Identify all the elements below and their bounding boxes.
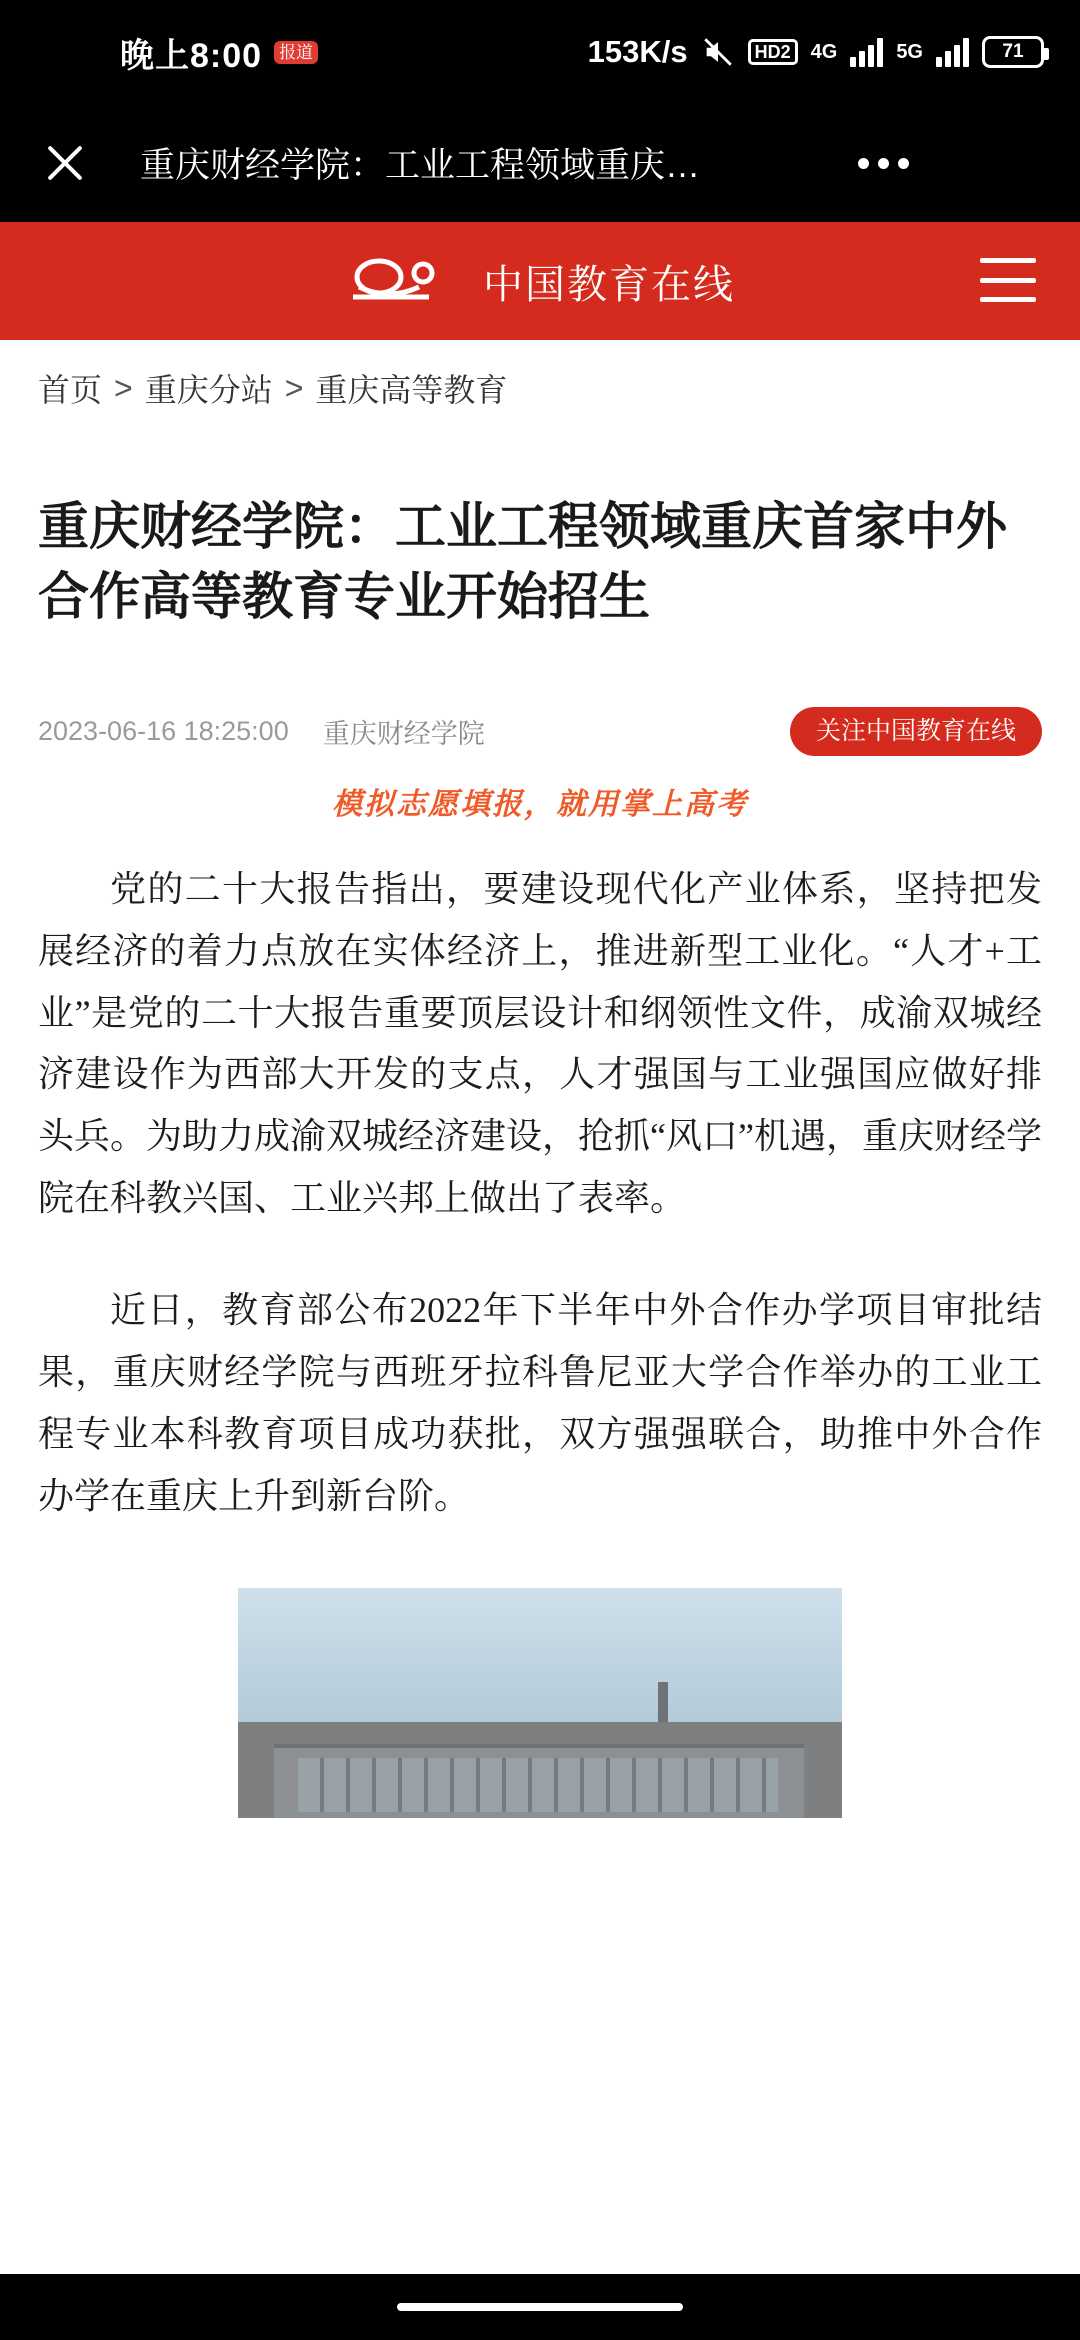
breadcrumb-separator: > [284, 369, 304, 406]
signal-bars-2-icon [936, 37, 969, 67]
photo-mast [658, 1682, 668, 1722]
status-bar-left [120, 28, 318, 77]
brand[interactable] [345, 253, 735, 310]
network-4g-label: 4G [810, 40, 838, 63]
breadcrumb-item-home[interactable]: 首页 [38, 372, 103, 408]
status-time: 晚上8:00 [120, 36, 263, 75]
network-speed: 153K/s [587, 34, 688, 69]
article-photo [238, 1588, 842, 1818]
photo-building-windows [298, 1758, 778, 1812]
signal-bars-1-icon [850, 37, 883, 67]
article-date: 2023-06-16 18:25:00 [38, 716, 289, 747]
brand-name: 中国教育在线 [483, 262, 735, 307]
mute-icon [701, 35, 735, 69]
network-5g-label: 5G [896, 40, 923, 63]
site-header [0, 222, 1080, 340]
hd-icon: HD2 [748, 39, 798, 66]
article-headline: 重庆财经学院：工业工程领域重庆首家中外合作高等教育专业开始招生 [38, 498, 1008, 626]
eol-logo-icon [345, 253, 461, 309]
article-paragraph: 近日，教育部公布2022年下半年中外合作办学项目审批结果，重庆财经学院与西班牙拉科鲁尼亚大学合作举办的工业工程专业本科教育项目成功获批，双方强强联合，助推中外合作办学在重庆上升到新台阶。 [38, 1290, 1042, 1516]
status-time-badge: 报道 [274, 41, 318, 64]
promo-banner[interactable]: 模拟志愿填报，就用掌上高考 [332, 787, 748, 821]
more-icon[interactable] [858, 158, 909, 169]
hamburger-icon[interactable] [980, 258, 1036, 302]
breadcrumb [0, 340, 1080, 436]
article-meta [38, 703, 1042, 761]
breadcrumb-item-chongqing[interactable]: 重庆分站 [144, 372, 273, 408]
battery-icon: 71 [982, 36, 1044, 68]
page-title: 重庆财经学院：工业工程领域重庆… [140, 146, 701, 185]
breadcrumb-item-higher-education[interactable]: 重庆高等教育 [315, 372, 508, 408]
status-bar [0, 0, 1080, 104]
close-icon[interactable] [38, 136, 92, 190]
home-indicator[interactable] [397, 2303, 683, 2311]
follow-button[interactable]: 关注中国教育在线 [790, 707, 1042, 756]
article-source: 重庆财经学院 [322, 719, 485, 750]
app-title-bar [0, 104, 1080, 222]
article-paragraph: 党的二十大报告指出，要建设现代化产业体系，坚持把发展经济的着力点放在实体经济上，推进新型工业化。“人才+工业”是党的二十大报告重要顶层设计和纲领性文件，成渝双城经济建设作为西部大开发的支点，人才强国与工业强国应做好排头兵。为助力成渝双城经济建设，抢抓“风口”机遇，重庆财经学院在科教兴国、工业兴邦上做出了表率。 [38, 868, 1042, 1219]
article [0, 492, 1080, 1818]
breadcrumb-separator: > [114, 369, 133, 406]
status-bar-right [588, 0, 1044, 104]
system-nav-bar [0, 2274, 1080, 2340]
